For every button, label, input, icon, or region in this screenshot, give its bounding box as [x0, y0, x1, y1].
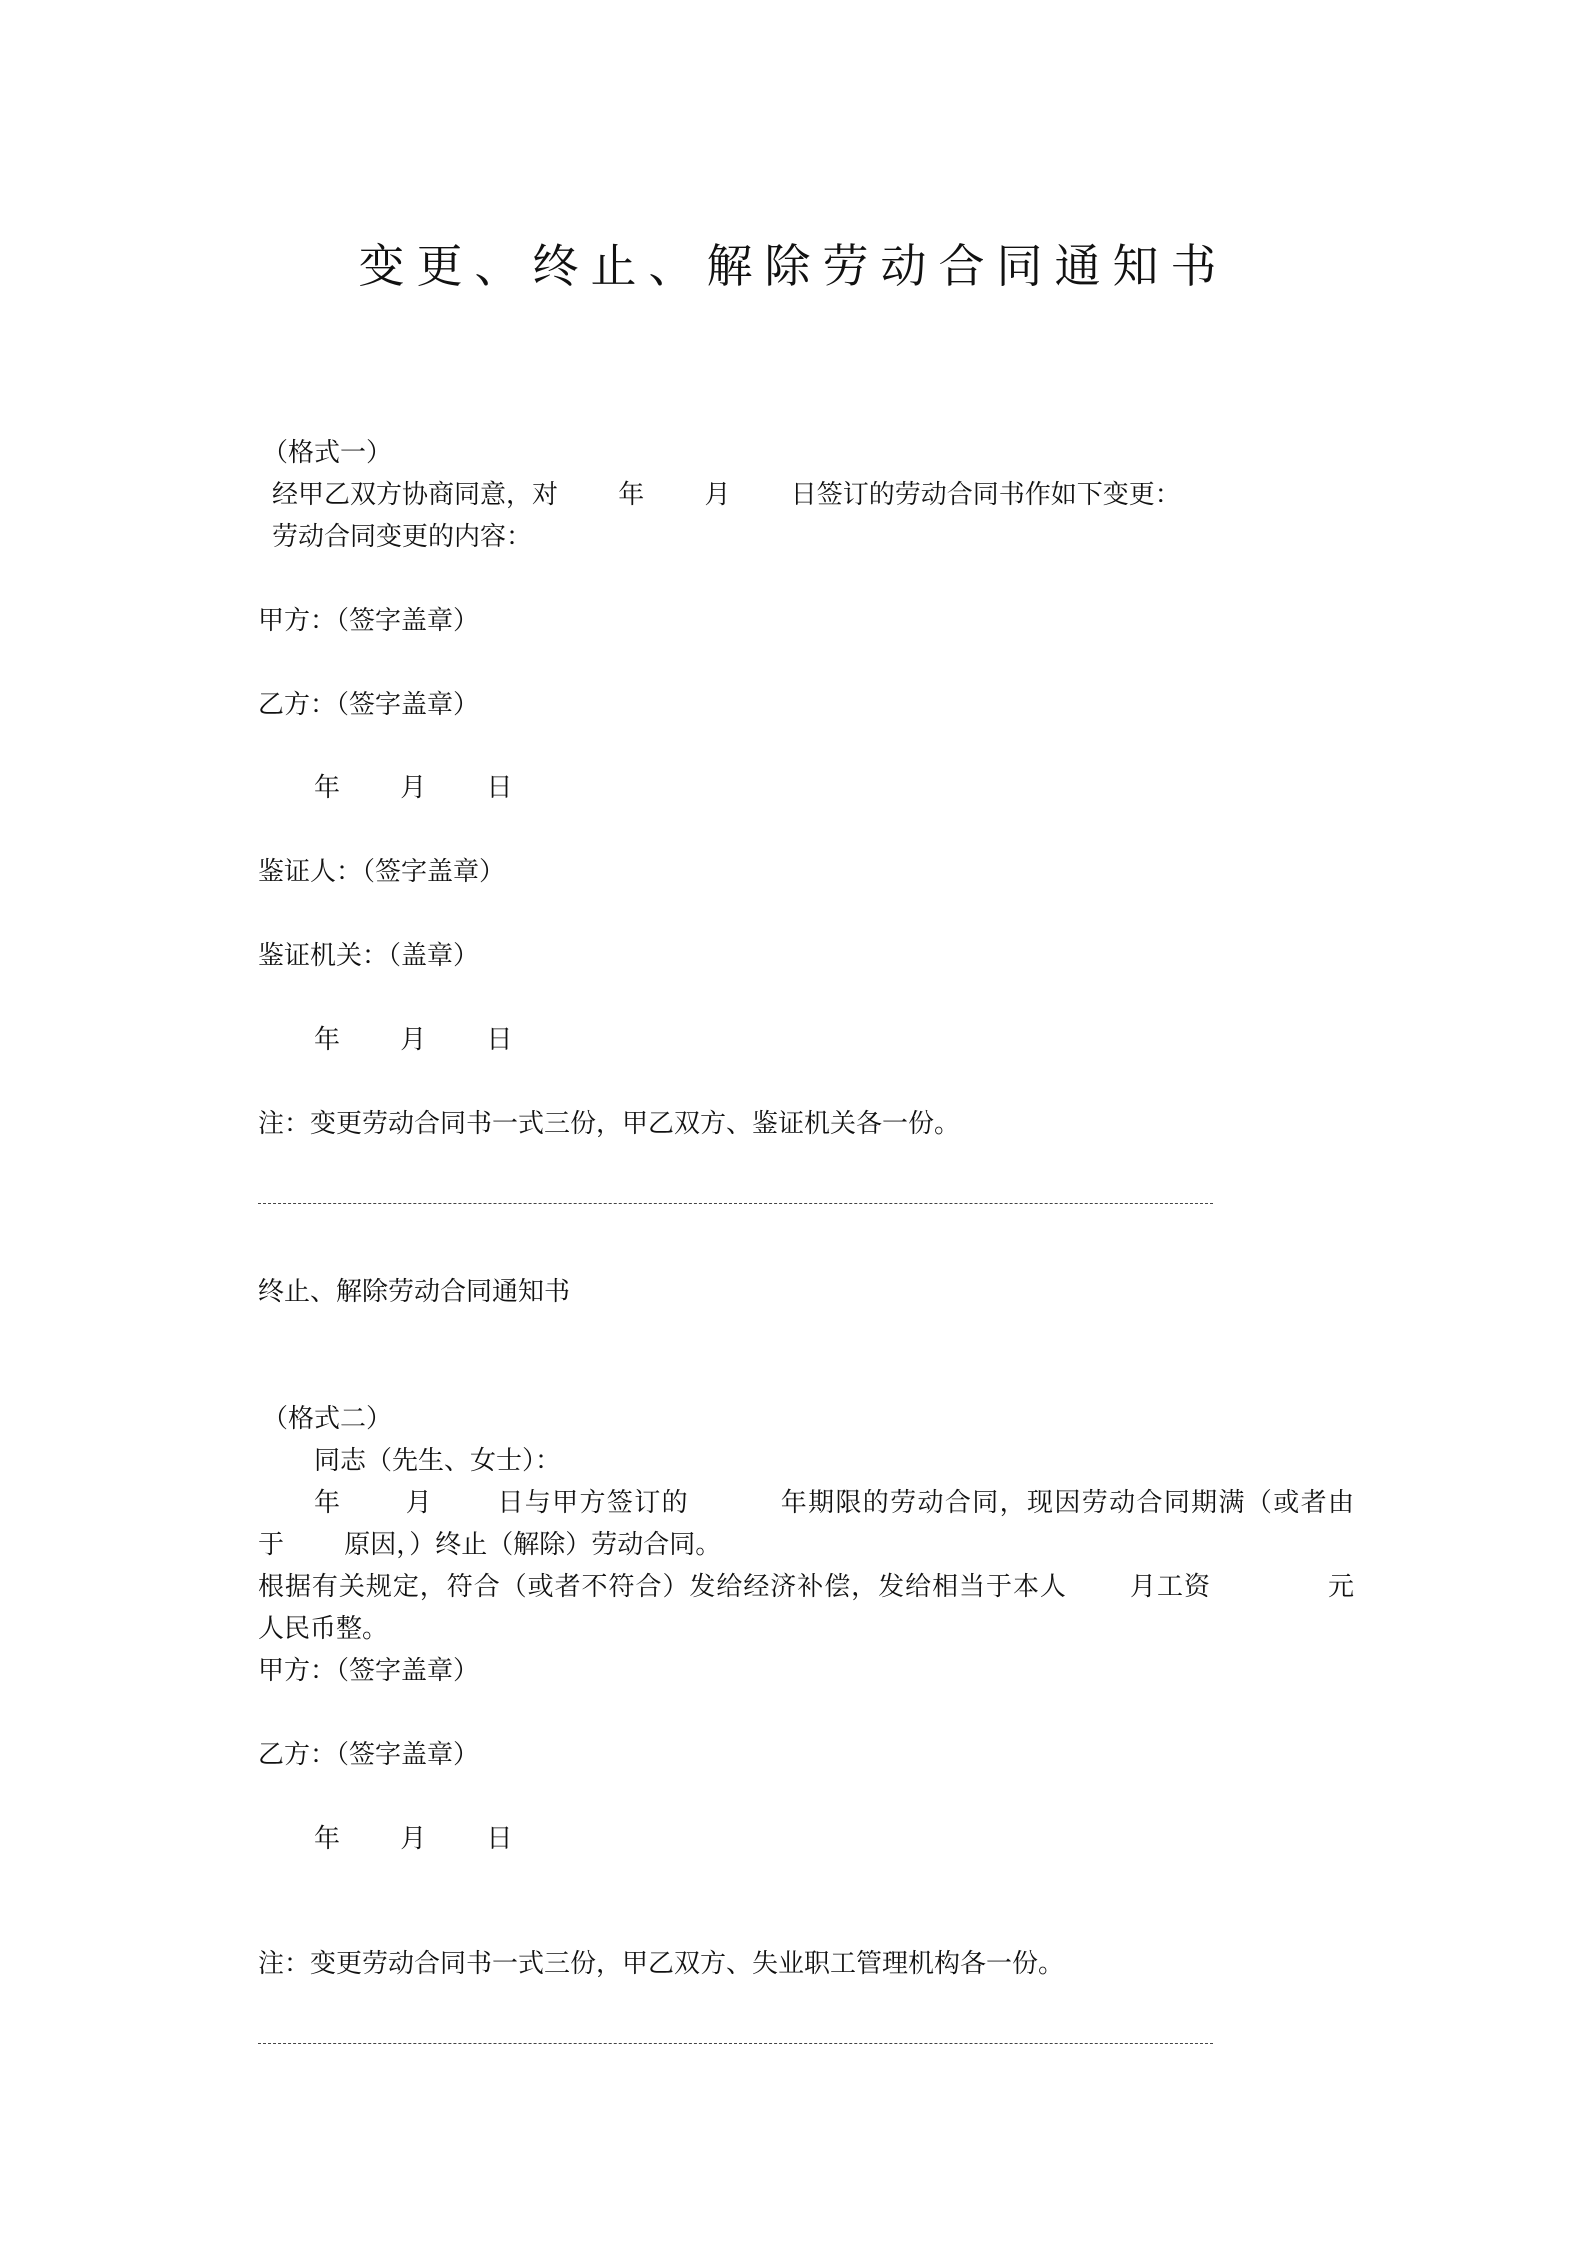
bottom-divider-line — [258, 2043, 1213, 2044]
format2-salutation: 同志（先生、女士）： — [314, 1446, 562, 1476]
format1-date-2: 年 月 日 — [314, 1025, 513, 1055]
format2-party-b-signature: 乙方：（签字盖章） — [258, 1740, 480, 1770]
format1-witness-signature: 鉴证人：（签字盖章） — [258, 857, 506, 887]
format2-label: （格式二） — [262, 1404, 393, 1434]
section2-title: 终止、解除劳动合同通知书 — [258, 1277, 571, 1307]
format1-party-b-signature: 乙方：（签字盖章） — [258, 690, 480, 720]
format2-paragraph-2-line-1: 根据有关规定，符合（或者不符合）发给经济补偿，发给相当于本人 月工资 元 — [258, 1572, 1354, 1602]
format2-paragraph-1-line-2: 于 原因，）终止（解除）劳动合同。 — [258, 1530, 722, 1560]
format2-party-a-signature: 甲方：（签字盖章） — [258, 1656, 480, 1686]
format1-label: （格式一） — [262, 438, 393, 468]
format1-note: 注：变更劳动合同书一式三份，甲乙双方、鉴证机关各一份。 — [258, 1109, 961, 1139]
divider-line — [258, 1203, 1213, 1204]
format2-note: 注：变更劳动合同书一式三份，甲乙双方、失业职工管理机构各一份。 — [258, 1949, 1065, 1979]
format1-party-a-signature: 甲方：（签字盖章） — [258, 606, 480, 636]
format2-paragraph-2-line-2: 人民币整。 — [258, 1614, 389, 1644]
document-title: 变更、终止、解除劳动合同通知书 — [358, 239, 1229, 293]
format1-authority-seal: 鉴证机关：（盖章） — [258, 941, 480, 971]
format1-date-1: 年 月 日 — [314, 773, 513, 803]
format1-content-label: 劳动合同变更的内容： — [272, 522, 533, 552]
format1-intro: 经甲乙双方协商同意，对 年 月 日签订的劳动合同书作如下变更： — [272, 480, 1181, 510]
format2-paragraph-1-line-1: 年 月 日与甲方签订的 年期限的劳动合同，现因劳动合同期满（或者由 — [314, 1488, 1354, 1518]
format2-date: 年 月 日 — [314, 1824, 513, 1854]
